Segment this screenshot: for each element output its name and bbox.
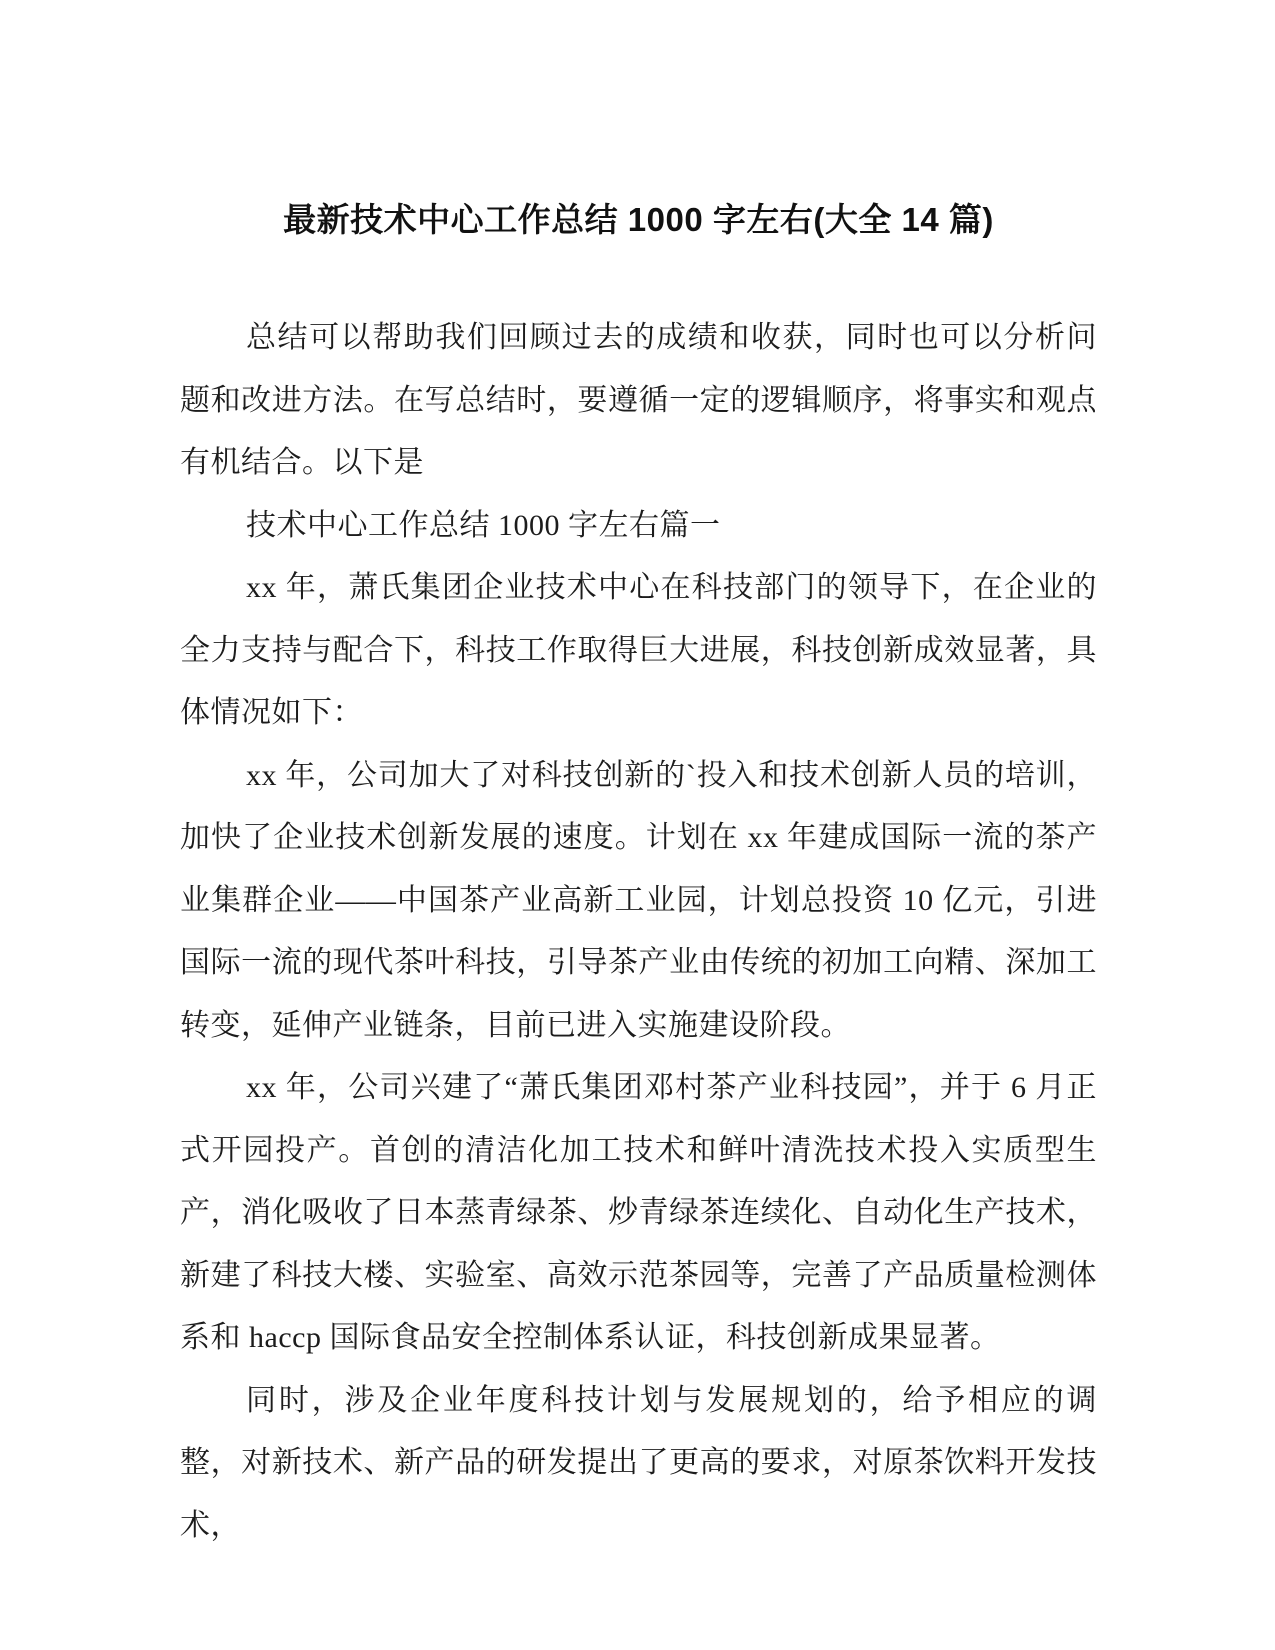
paragraph: xx 年，公司加大了对科技创新的`投入和技术创新人员的培训，加快了企业技术创新发展的速度。计划在 xx 年建成国际一流的茶产业集群企业——中国茶产业高新工业园，计划总投资 10 亿元，引进国际一流的现代茶叶科技，引导茶产业由传统的初加工向精、深加工转变，延伸产业链条，目前已进入实施建设阶段。	[180, 758, 1097, 1042]
paragraph: xx 年，萧氏集团企业技术中心在科技部门的领导下，在企业的全力支持与配合下，科技工作取得巨大进展，科技创新成效显著，具体情况如下：	[180, 571, 1097, 729]
paragraph-section-heading: 技术中心工作总结 1000 字左右篇一	[246, 508, 721, 542]
paragraph: 同时，涉及企业年度科技计划与发展规划的，给予相应的调整，对新技术、新产品的研发提出了更高的要求，对原茶饮料开发技术，	[180, 1383, 1097, 1542]
document-body	[180, 307, 1097, 1557]
page-title: 最新技术中心工作总结 1000 字左右(大全 14 篇)	[283, 201, 994, 238]
paragraph-intro: 总结可以帮助我们回顾过去的成绩和收获，同时也可以分析问题和改进方法。在写总结时，要遵循一定的逻辑顺序，将事实和观点有机结合。以下是	[180, 321, 1097, 479]
paragraph: xx 年，公司兴建了“萧氏集团邓村茶产业科技园”，并于 6 月正式开园投产。首创的清洁化加工技术和鲜叶清洗技术投入实质型生产，消化吸收了日本蒸青绿茶、炒青绿茶连续化、自动化生产技术，新建了科技大楼、实验室、高效示范茶园等，完善了产品质量检测体系和 haccp 国际食品安全控制体系认证，科技创新成果显著。	[180, 1071, 1097, 1354]
